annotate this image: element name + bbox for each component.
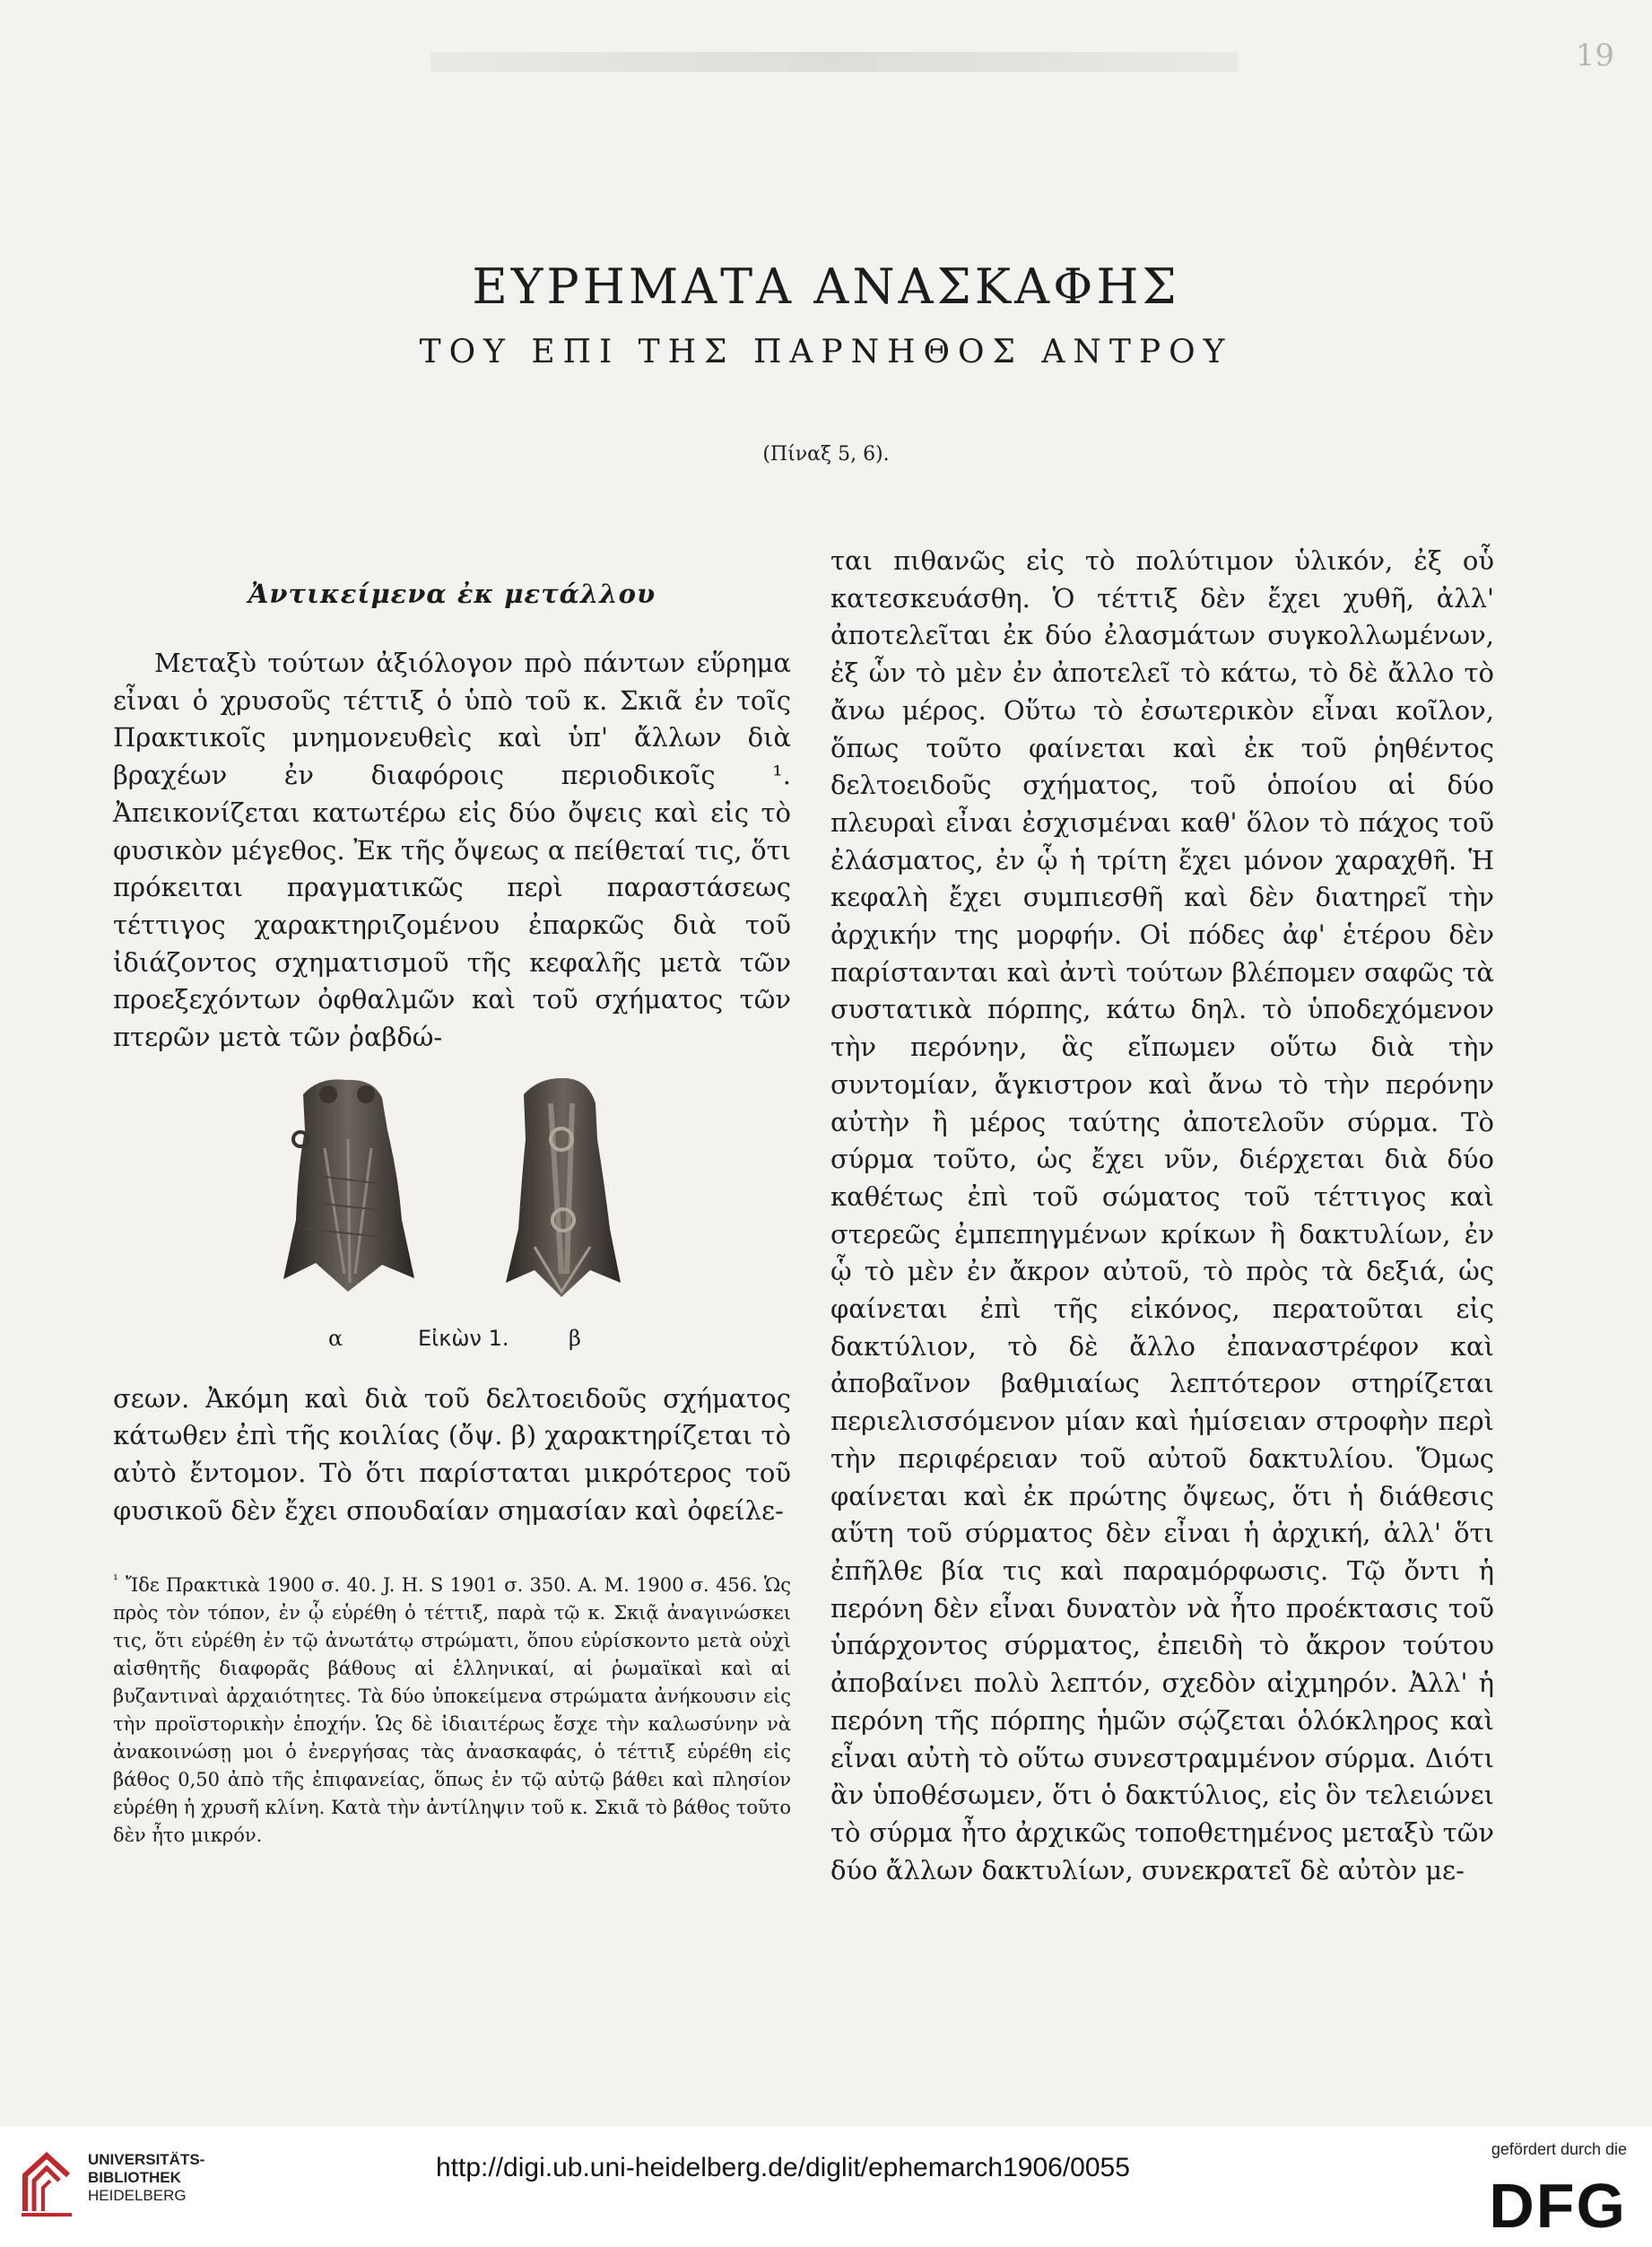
library-line-3: HEIDELBERG [88, 2187, 187, 2204]
left-paragraph-1: Μεταξὺ τούτων ἀξιόλογον πρὸ πάντων εὕρημα εἶναι ὁ χρυσοῦς τέττιξ ὁ ὑπὸ τοῦ κ. Σκιᾶ ἐν τοῖς Πρακτικοῖς μνημονευθεὶς καὶ ὑπ' ἄλλων διὰ βραχέων ἐν διαφόροις περιοδικοῖς ¹. Ἀπεικονίζεται κατωτέρω εἰς δύο ὄψεις καὶ εἰς τὸ φυσικὸν μέγεθος. Ἐκ τῆς ὄψεως α πείθεταί τις, ὅτι πρόκειται πραγματικῶς περὶ παραστάσεως τέττιγος χαρακτηριζομένου ἐπαρκῶς διὰ τοῦ ἰδιάζοντος σχηματισμοῦ τῆς κεφαλῆς μετὰ τῶν προεξεχόντων ὀφθαλμῶν καὶ τοῦ σχήματος τῶν πτερῶν μετὰ τῶν ῥαβδώ- [113, 648, 791, 1053]
right-column [830, 543, 1494, 1889]
cicada-photo [113, 1067, 791, 1328]
right-paragraph-1: ται πιθανῶς εἰς τὸ πολύτιμον ὑλικόν, ἐξ οὗ κατεσκευάσθη. Ὁ τέττιξ δὲν ἔχει χυθῆ, ἀλλ' ἀποτελεῖται ἐκ δύο ἐλασμάτων συγκολλωμένων, ἐξ ὧν τὸ μὲν ἐν ἀποτελεῖ τὸ κάτω, τὸ δὲ ἄλλο τὸ ἄνω μέρος. Οὕτω τὸ ἐσωτερικὸν εἶναι κοῖλον, ὅπως τοῦτο φαίνεται καὶ ἐκ τοῦ ῥηθέντος δελτοειδοῦς σχήματος, τοῦ ὁποίου αἱ δύο πλευραὶ εἶναι ἐσχισμέναι καθ' ὅλον τὸ πάχος τοῦ ἐλάσματος, ἐν ᾧ ἡ τρίτη ἔχει μόνον χαραχθῆ. Ἡ κεφαλὴ ἔχει συμπιεσθῆ καὶ δὲν διατηρεῖ τὴν ἀρχικήν της μορφήν. Οἱ πόδες ἀφ' ἑτέρου δὲν παρίστανται καὶ ἀντὶ τούτων βλέπομεν σαφῶς τὰ συστατικὰ πόρπης, κάτω δηλ. τὸ ὑποδεχόμενον τὴν περόνην, ἃς εἴπωμεν οὕτω διὰ τὴν συντομίαν, ἄγκιστρον καὶ ἄνω τὸ τὴν περόνην αὐτὴν ἢ μέρος ταύτης ἀποτελοῦν σύρμα. Τὸ σύρμα τοῦτο, ὡς ἔχει νῦν, διέρχεται διὰ δύο καθέτως ἐπὶ τοῦ σώματος τοῦ τέττιγος καὶ στερεῶς ἐμπεπηγμένων κρίκων ἢ δακτυλίων, ἐν ᾧ τὸ μὲν ἐν ἄκρον αὐτοῦ, τὸ πρὸς τὰ δεξιά, ὡς φαίνεται ἐπὶ τῆς εἰκόνος, περατοῦται εἰς δακτύλιον, τὸ δὲ ἄλλο ἐπαναστρέφον καὶ ἀποβαῖνον βαθμιαίως λεπτότερον στηρίζεται περιελισσόμενον μίαν καὶ ἡμίσειαν στροφὴν περὶ τὴν περιφέρειαν τοῦ αὐτοῦ δακτυλίου. Ὅμως φαίνεται καὶ ἐκ πρώτης ὄψεως, ὅτι ἡ διάθεσις αὕτη τοῦ σύρματος δὲν εἶναι ἡ ἀρχική, ἀλλ' ὅτι ἐπῆλθε βία τις καὶ παραμόρφωσις. Τῷ ὄντι ἡ περόνη δὲν εἶναι δυνατὸν νὰ ἦτο προέκτασις τοῦ ὑπάρχοντος σύρματος, ἐπειδὴ τὸ ἄκρον τούτου ἀποβαίνει πολὺ λεπτόν, σχεδὸν αἰχμηρόν. Ἀλλ' ἡ περόνη τῆς πόρπης ἡμῶν σῴζεται ὁλόκληρος καὶ εἶναι αὐτὴ τὸ οὕτω συνεστραμμένον σύρμα. Διότι ἂν ὑποθέσωμεν, ὅτι ὁ δακτύλιος, εἰς ὃν τελειώνει τὸ σύρμα ἦτο ἀρχικῶς τοποθετημένος μεταξὺ τῶν δύο ἄλλων δακτυλίων, συνεκρατεῖ δὲ αὐτὸν με- [830, 545, 1494, 1886]
university-library-name [88, 2151, 204, 2205]
left-paragraph-2: σεων. Ἀκόμη καὶ διὰ τοῦ δελτοειδοῦς σχήματος κάτωθεν ἐπὶ τῆς κοιλίας (ὄψ. β) χαρακτηρίζεται τὸ αὐτὸ ἔντομον. Τὸ ὅτι παρίσταται μικρότερος τοῦ φυσικοῦ δὲν ἔχει σπουδαίαν σημασίαν καὶ ὀφείλε- [113, 1382, 791, 1526]
page-number: 19 [1575, 38, 1614, 74]
footnote-mark: ¹ [113, 1571, 119, 1588]
footnote [113, 1566, 791, 1850]
bleed-through-header [430, 52, 1238, 72]
funding-label: gefördert durch die [1491, 2140, 1627, 2158]
figure-caption-row [113, 1326, 791, 1362]
figure-cicada [113, 1067, 791, 1368]
left-column [113, 543, 791, 1850]
library-line-1: UNIVERSITÄTS- [88, 2151, 205, 2168]
university-library-logo-icon [16, 2148, 77, 2220]
permalink-url[interactable]: http://digi.ub.uni-heidelberg.de/diglit/ephemarch1906/0055 [436, 2153, 1130, 2182]
dfg-logo: DFG [1489, 2171, 1627, 2241]
cicada-view-a [283, 1079, 414, 1292]
digitization-footer [0, 2126, 1652, 2247]
plate-reference: (Πίναξ 5, 6). [762, 443, 890, 466]
cicada-view-b [506, 1078, 621, 1297]
figure-label-a: α [328, 1325, 343, 1351]
figure-caption: Εἰκὼν 1. [418, 1325, 509, 1351]
library-line-2: BIBLIOTHEK [88, 2169, 181, 2186]
article-subtitle: ΤΟΥ ΕΠΙ ΤΗΣ ΠΑΡΝΗΘΟΣ ΑΝΤΡΟΥ [419, 334, 1233, 370]
section-heading: Ἀντικείμενα ἐκ μετάλλου [248, 579, 656, 609]
footnote-text: Ἴδε Πρακτικὰ 1900 σ. 40. J. H. S 1901 σ. 350. A. M. 1900 σ. 456. Ὡς πρὸς τὸν τόπον, ἐν ᾧ εὑρέθη ὁ τέττιξ, παρὰ τῷ κ. Σκιᾷ ἀναγινώσκει τις, ὅτι εὑρέθη ἐν τῷ ἀνωτάτῳ στρώματι, ὅπου εὑρίσκοντο μετὰ οὐχὶ αἰσθητῆς διαφορᾶς βάθους αἱ ἑλληνικαί, αἱ ῥωμαϊκαὶ καὶ αἱ βυζαντιναὶ ἀρχαιότητες. Τὰ δύο ὑποκείμενα στρώματα ἀνήκουσιν εἰς τὴν προϊστορικὴν ἐποχήν. Ὡς δὲ ἰδιαιτέρως ἔσχε τὴν καλωσύνην νὰ ἀνακοινώσῃ μοι ὁ ἐνεργήσας τὰς ἀνασκαφάς, ὁ τέττιξ εὑρέθη εἰς βάθος 0,50 ἀπὸ τῆς ἐπιφανείας, ὅπως ἐν τῷ αὐτῷ βάθει καὶ πλησίον εὑρέθη ἡ χρυσῆ κλίνη. Κατὰ τὴν ἀντίληψιν τοῦ κ. Σκιᾶ τὸ βάθος τοῦτο δὲν ἦτο μικρόν. [113, 1573, 791, 1846]
article-title: ΕΥΡΗΜΑΤΑ ΑΝΑΣΚΑΦΗΣ [472, 258, 1180, 315]
figure-label-b: β [569, 1325, 581, 1351]
